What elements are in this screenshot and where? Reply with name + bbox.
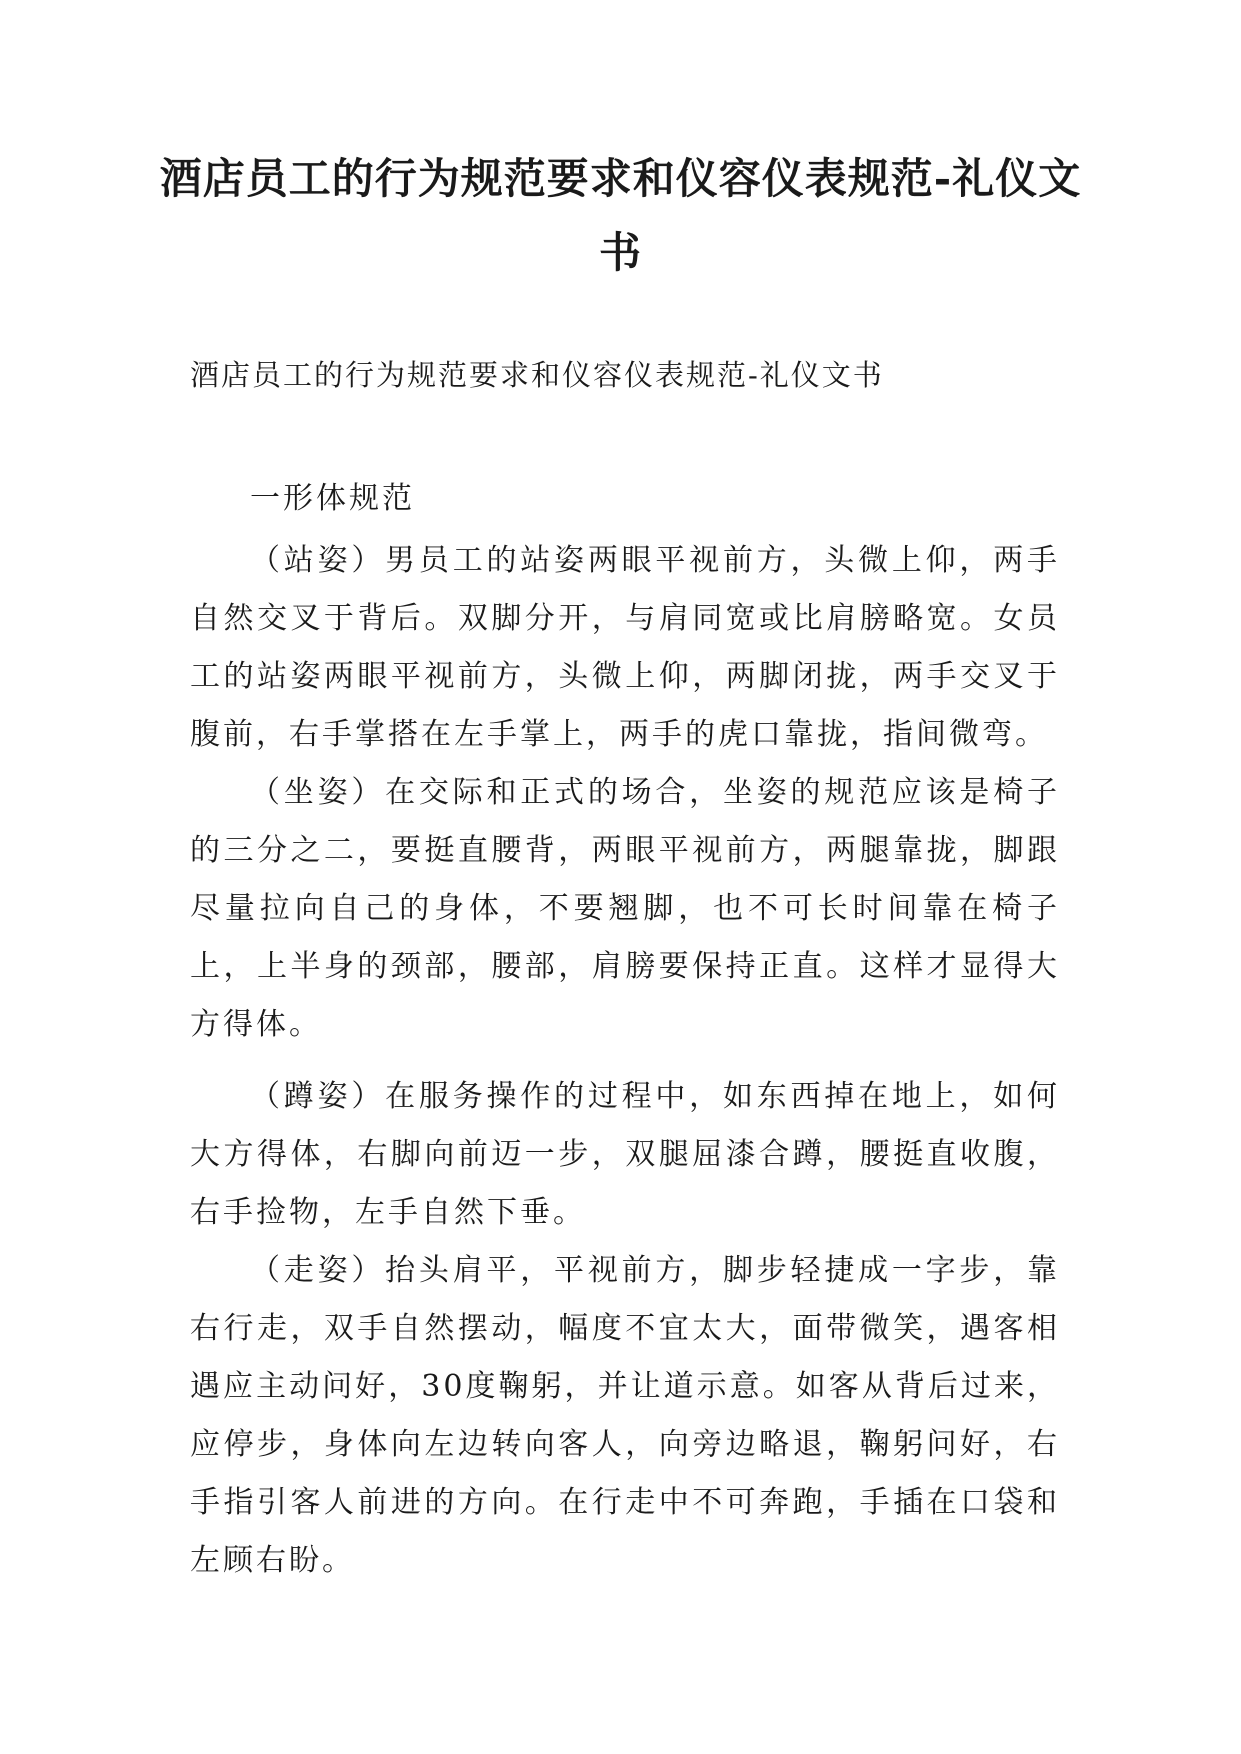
paragraph-squatting: （蹲姿）在服务操作的过程中，如东西掉在地上，如何大方得体，右脚向前迈一步，双腿屈漆合蹲，腰挺直收腹，右手捡物，左手自然下垂。 bbox=[190, 1079, 1060, 1230]
page-title: 酒店员工的行为规范要求和仪容仪表规范-礼仪文书 bbox=[159, 154, 1082, 277]
document-body bbox=[190, 470, 1060, 1590]
paragraph-standing: （站姿）男员工的站姿两眼平视前方，头微上仰，两手自然交叉于背后。双脚分开，与肩同宽或比肩膀略宽。女员工的站姿两眼平视前方，头微上仰，两脚闭拢，两手交叉于腹前，右手掌搭在左手掌上，两手的虎口靠拢，指间微弯。 bbox=[190, 543, 1060, 752]
section-heading: 一形体规范 bbox=[250, 481, 415, 516]
document-subtitle: 酒店员工的行为规范要求和仪容仪表规范-礼仪文书 bbox=[190, 358, 884, 392]
paragraph-sitting: （坐姿）在交际和正式的场合，坐姿的规范应该是椅子的三分之二，要挺直腰背，两眼平视前方，两腿靠拢，脚跟尽量拉向自己的身体，不要翘脚，也不可长时间靠在椅子上，上半身的颈部，腰部，肩膀要保持正直。这样才显得大方得体。 bbox=[190, 775, 1060, 1042]
paragraph-walking: （走姿）抬头肩平，平视前方，脚步轻捷成一字步，靠右行走，双手自然摆动，幅度不宜太大，面带微笑，遇客相遇应主动问好，30度鞠躬，并让道示意。如客从背后过来，应停步，身体向左边转向客人，向旁边略退，鞠躬问好，右手指引客人前进的方向。在行走中不可奔跑，手插在口袋和左顾右盼。 bbox=[190, 1253, 1060, 1578]
